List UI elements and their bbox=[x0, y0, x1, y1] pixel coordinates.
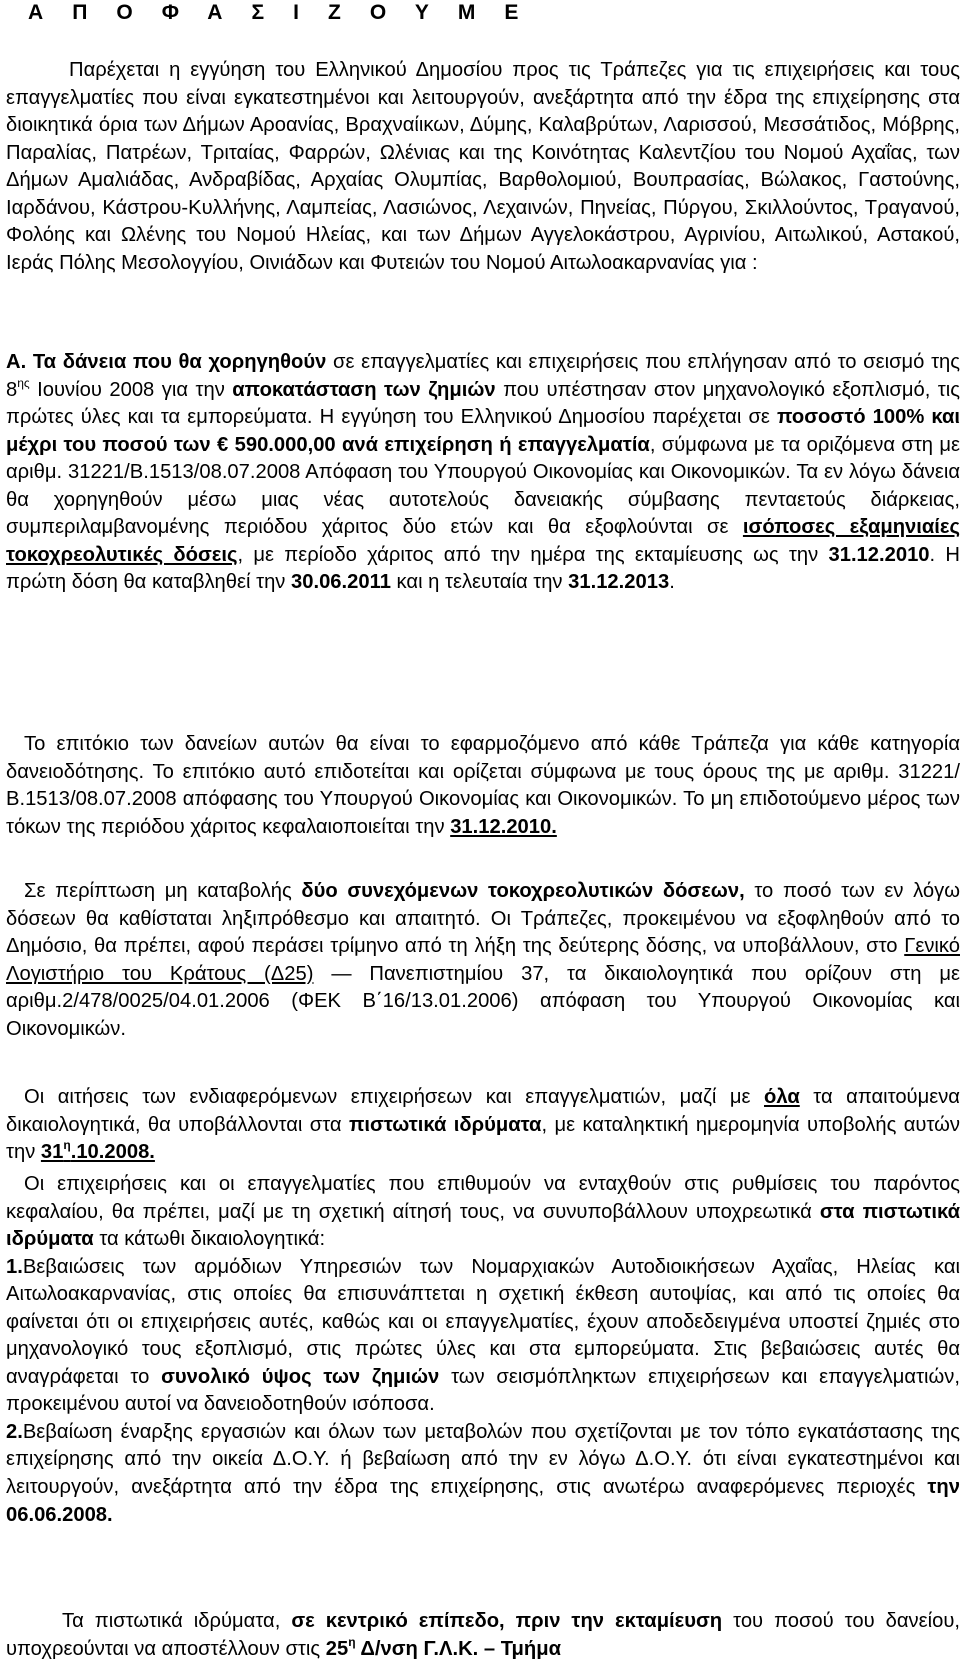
list-number: 2. bbox=[6, 1420, 23, 1443]
text-span: τα απαιτούμενα δικαιολογητικά, θα υποβάλλονται στα bbox=[6, 1086, 960, 1136]
text-span: . bbox=[669, 571, 675, 594]
superscript: η bbox=[63, 1138, 71, 1153]
bold-phrase: σε κεντρικό επίπεδο, πριν την εκταμίευση bbox=[291, 1610, 723, 1632]
text-span: Σε περίπτωση μη καταβολής bbox=[24, 880, 302, 902]
bold-underlined-date: 31 bbox=[40, 1141, 64, 1164]
bold-amount: 590.000,00 ανά επιχείρηση ή επαγγελματία bbox=[234, 433, 650, 456]
bold-number: 25 bbox=[325, 1637, 349, 1660]
text-span: του ποσού του δανείου, υποχρεούνται να αποστέλλουν στις bbox=[6, 1610, 960, 1660]
superscript: ης bbox=[17, 375, 30, 390]
section-a-paragraph bbox=[6, 349, 960, 597]
text-span: Οι αιτήσεις των ενδιαφερόμενων επιχειρήσεων και επαγγελματιών, μαζί με bbox=[24, 1086, 765, 1108]
text-span: το ποσό των εν λόγω δόσεων θα καθίσταται ληξιπρόθεσμο και απαιτητό. Οι Τράπεζες, προκειμένου να εξοφληθούν από το Δημόσιο, θα πρέπει, αφού περάσει τρίμηνο από τη λήξη της δεύτερης δόσης, να υποβάλλουν, στο bbox=[6, 880, 960, 958]
section-a-label: Α. Τα δάνεια που θα χορηγηθούν bbox=[6, 351, 327, 373]
default-paragraph bbox=[6, 878, 960, 1043]
bold-date: την 06.06.2008. bbox=[6, 1476, 960, 1526]
applications-paragraph bbox=[6, 1084, 960, 1167]
intro-paragraph: Παρέχεται η εγγύηση του Ελληνικού Δημοσίου προς τις Τράπεζες για τις επιχειρήσεις και τους επαγγελματίες που είναι εγκατεστημένοι και λειτουργούν, ανεξάρτητα από την έδρα της επιχείρησης στα διοικητικά όρια των Δήμων Αροανίας, Βραχναίικων, Δύμης, Καλαβρύτων, Λαρισσού, Μεσσάτιδος, Μόβρης, Παραλίας, Πατρέων, Τριταίας, Φαρρών, Ωλένιας και της Κοινότητας Καλεντζίου του Νομού Αχαΐας, των Δήμων Αμαλιάδας, Ανδραβίδας, Αρχαίας Ολυμπίας, Βαρθολομιού, Βουπρασίας, Βώλακος, Γαστούνης, Ιαρδάνου, Κάστρου-Κυλλήνης, Λαμπείας, Λασιώνος, Λεχαινών, Πηνείας, Πύργου, Σκιλλούντος, Τραγανού, Φολόης και Ωλένης του Νομού Ηλείας, και των Δήμων Αγγελοκάστρου, Αγρινίου, Αιτωλικού, Αστακού, Ιεράς Πόλης Μεσολογγίου, Οινιάδων και Φυτειών του Νομού Αιτωλοακαρνανίας για : bbox=[6, 59, 960, 274]
bold-phrase: συνολικό ύψος των ζημιών bbox=[161, 1365, 440, 1388]
bold-phrase: Δ/νση Γ.Λ.Κ. – Τμήμα bbox=[355, 1637, 561, 1660]
text-span: , με περίοδο χάριτος από την ημέρα της εκταμίευσης ως την bbox=[237, 543, 829, 566]
text-span: των σεισμόπληκτων επιχειρήσεων και επαγγελματιών, προκειμένου αυτοί να δανειοδοτηθούν ισόποσα. bbox=[6, 1365, 960, 1416]
list-number: 1. bbox=[6, 1255, 23, 1278]
bold-underlined-date: .10.2008. bbox=[70, 1141, 155, 1164]
bold-date: 30.06.2011 bbox=[291, 571, 391, 594]
page-title: Α Π Ο Φ Α Σ Ι Ζ Ο Υ Μ Ε bbox=[28, 1, 530, 24]
text-span: , με καταληκτική ημερομηνία υποβολής αυτών την bbox=[6, 1113, 960, 1164]
bold-date: 31.12.2013 bbox=[568, 571, 670, 594]
bold-underlined-date: 31.12.2010. bbox=[450, 815, 557, 838]
text-span: Βεβαίωση έναρξης εργασιών και όλων των μεταβολών που σχετίζονται με τον τόπο εγκατάστασης της επιχείρησης από την οικεία Δ.Ο.Υ. ή βεβαίωση από την εν λόγω Δ.Ο.Υ. ότι είναι εγκατεστημένοι και λειτουργούν, ανεξάρτητα από την έδρα της επιχείρησης, στις ανωτέρω αναφερόμενες περιοχές bbox=[6, 1420, 960, 1499]
euro-symbol: € bbox=[217, 433, 229, 456]
text-span: Οι επιχειρήσεις και οι επαγγελματίες που επιθυμούν να ενταχθούν στις ρυθμίσεις του παρόντος κεφαλαίου, θα πρέπει, μαζί με τη σχετική αίτησή τους, να συνυποβάλλουν υποχρεωτικά bbox=[6, 1173, 960, 1223]
banks-paragraph bbox=[6, 1608, 960, 1663]
text-span: Το επιτόκιο των δανείων αυτών θα είναι το εφαρμοζόμενο από κάθε Τράπεζα για κάθε κατηγορία δανειοδότησης. Το επιτόκιο αυτό επιδοτείται και ορίζεται σύμφωνα με τους όρους της με αριθμ. 31221/Β.1513/08.07.2008 απόφασης του Υπουργού Οικονομίας και Οικονομικών. Το μη επιδοτούμενο μέρος των τόκων της περιόδου χάριτος κεφαλαιοποιείται την bbox=[6, 733, 960, 838]
text-span: Ιουνίου 2008 για την bbox=[29, 378, 233, 401]
bold-phrase: στα πιστωτικά ιδρύματα bbox=[6, 1200, 960, 1251]
underlined-phrase: Γενικό Λογιστήριο του Κράτους (Δ25) bbox=[6, 935, 960, 985]
bold-phrase: ποσοστό 100% και μέχρι του ποσού των bbox=[6, 406, 960, 456]
text-span: που υπέστησαν στον μηχανολογικό εξοπλισμό, τις πρώτες ύλες και τα εμπορεύματα. Η εγγύηση του Ελληνικού Δημοσίου παρέχεται σε bbox=[6, 378, 960, 429]
text-span: Βεβαιώσεις των αρμόδιων Υπηρεσιών των Νομαρχιακών Αυτοδιοικήσεων Αχαΐας, Ηλείας και Αιτωλοακαρνανίας, στις οποίες θα επισυνάπτεται η σχετική έκθεση αυτοψίας, και από τις οποίες θα φαίνεται ότι οι επιχειρήσεις αυτές, καθώς και οι επαγγελματίες, έχουν αποδεδειγμένα υποστεί ζημιές στο μηχανολογικό τους εξοπλισμό, στις πρώτες ύλες και στα εμπορεύματα. Στις βεβαιώσεις αυτές θα αναγράφεται το bbox=[6, 1255, 960, 1388]
text-span: τα κάτωθι δικαιολογητικά: bbox=[93, 1228, 326, 1251]
bold-underlined-word: όλα bbox=[764, 1086, 800, 1108]
text-span: — Πανεπιστημίου 37, τα δικαιολογητικά που ορίζουν στη με αριθμ.2/478/0025/04.01.2006 (ΦΕΚ Β΄16/13.01.2006) απόφαση του Υπουργού Οικονομίας και Οικονομικών. bbox=[6, 962, 960, 1040]
bold-underlined-phrase: ισόποσες εξαμηνιαίες τοκοχρεολυτικές δόσεις bbox=[6, 516, 960, 566]
text-span: σε επαγγελματίες και επιχειρήσεις που επλήγησαν από το σεισμό της 8 bbox=[6, 351, 960, 401]
text-span: , σύμφωνα με τα οριζόμενα στη με αριθμ. 31221/Β.1513/08.07.2008 Απόφαση του Υπουργού Οικονομίας και Οικονομικών. Τα εν λόγω δάνεια θα χορηγηθούν μέσω μιας νέας αυτοτελούς δανειακής σύμβασης πενταετούς διάρκειας, συμπεριλαμβανομένης περιόδου χάριτος δύο ετών και θα εξοφλούνται σε bbox=[6, 433, 960, 539]
bold-phrase: αποκατάσταση των ζημιών bbox=[232, 378, 496, 401]
text-span: και η τελευταία την bbox=[390, 571, 569, 594]
superscript: η bbox=[348, 1634, 356, 1649]
bold-date: 31.12.2010 bbox=[828, 543, 930, 566]
text-span: Τα πιστωτικά ιδρύματα, bbox=[62, 1610, 292, 1632]
interest-rate-paragraph bbox=[6, 731, 960, 841]
bold-phrase: δύο συνεχόμενων τοκοχρεολυτικών δόσεων, bbox=[301, 880, 745, 902]
bold-phrase: πιστωτικά ιδρύματα bbox=[348, 1113, 542, 1136]
documents-paragraph bbox=[6, 1171, 960, 1529]
text-span: . Η πρώτη δόση θα καταβληθεί την bbox=[6, 543, 960, 594]
